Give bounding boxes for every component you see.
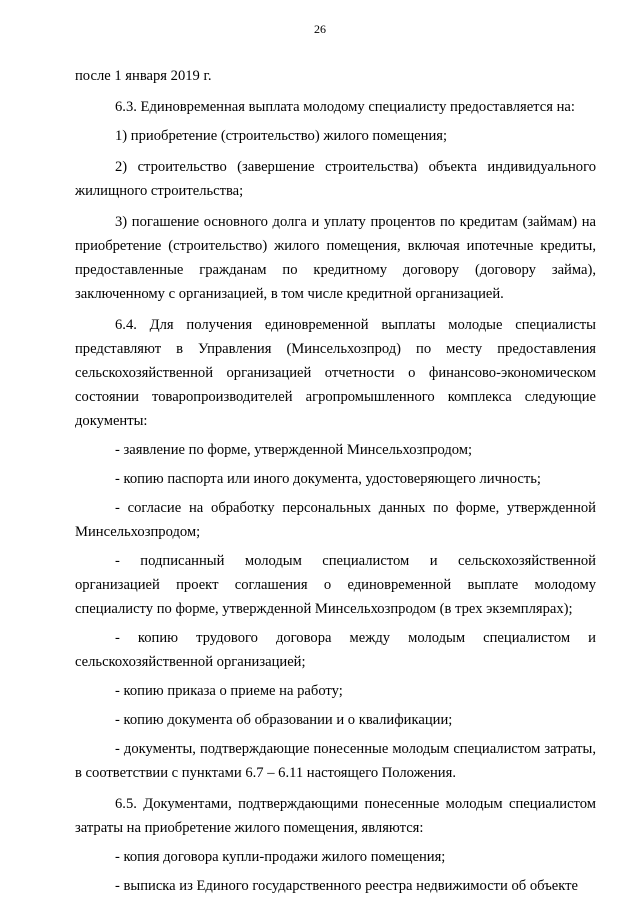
document-item-application: - заявление по форме, утвержденной Минсельхозпродом; <box>115 442 473 458</box>
document-item-expenses: - документы, подтверждающие понесенные молодым специалистом затраты, в соответствии с пунктами 6.7 – 6.11 настоящего Положения. <box>75 741 596 781</box>
proof-item-sale-contract: - копия договора купли-продажи жилого помещения; <box>115 849 446 865</box>
paragraph-continuation: после 1 января 2019 г. <box>75 68 212 84</box>
list-item-2: 2) строительство (завершение строительства) объекта индивидуального жилищного строительства; <box>75 159 596 199</box>
document-item-passport: - копию паспорта или иного документа, удостоверяющего личность; <box>115 471 541 487</box>
page-number: 26 <box>314 22 326 36</box>
proof-item-registry-extract: - выписка из Единого государственного реестра недвижимости об объекте <box>115 878 579 894</box>
document-item-agreement: - подписанный молодым специалистом и сельскохозяйственной организацией проект соглашения о единовременной выплате молодому специалисту по форме, утвержденной Минсельхозпродом (в трех экземплярах); <box>75 553 596 617</box>
paragraph-6-4: 6.4. Для получения единовременной выплаты молодые специалисты представляют в Управления (Минсельхозпрод) по месту предоставления сельскохозяйственной организацией отчетности о финансово-экономическом состоянии товаропроизводителей агропромышленного комплекса следующие документы: <box>75 317 596 429</box>
document-item-labor-contract: - копию трудового договора между молодым специалистом и сельскохозяйственной организацией; <box>75 630 596 670</box>
paragraph-6-5: 6.5. Документами, подтверждающими понесенные молодым специалистом затраты на приобретение жилого помещения, являются: <box>75 796 596 836</box>
document-body <box>75 64 596 898</box>
document-item-diploma: - копию документа об образовании и о квалификации; <box>115 712 453 728</box>
list-item-1: 1) приобретение (строительство) жилого помещения; <box>115 128 448 144</box>
document-item-hiring-order: - копию приказа о приеме на работу; <box>115 683 343 699</box>
paragraph-6-3: 6.3. Единовременная выплата молодому специалисту предоставляется на: <box>115 99 575 115</box>
list-item-3: 3) погашение основного долга и уплату процентов по кредитам (займам) на приобретение (строительство) жилого помещения, включая ипотечные кредиты, предоставленные гражданам по кредитному договору (договору займа), заключенному с организацией, в том числе кредитной организацией. <box>75 214 596 302</box>
document-item-consent: - согласие на обработку персональных данных по форме, утвержденной Минсельхозпродом; <box>75 500 596 540</box>
